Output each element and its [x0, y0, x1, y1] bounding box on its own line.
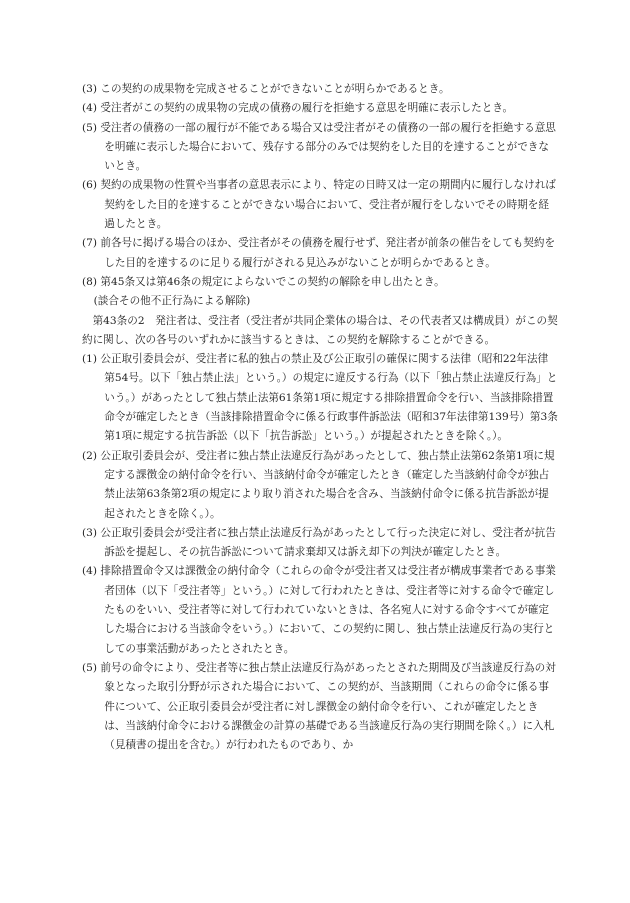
sub-item-4: (4) 排除措置命令又は課徴金の納付命令（これらの命令が受注者又は受注者が構成事業者である事業者団体（以下「受注者等」という。）に対して行われたときは、受注者等に対する命令で確定したものをいい、受注者等に対して行われていないときは、各名宛人に対する命令すべてが確定した場合における当該命令をいう。）において、この契約に関し、独占禁止法違反行為の実行としての事業活動があったとされたとき。 [82, 565, 556, 655]
sub-item-1: (1) 公正取引委員会が、受注者に私的独占の禁止及び公正取引の確保に関する法律（昭和22年法律第54号。以下「独占禁止法」という。）の規定に違反する行為（以下「独占禁止法違反行為」という。）があったとして独占禁止法第61条第1項に規定する排除措置命令を行い、当該排除措置命令が確定したとき（当該排除措置命令に係る行政事件訴訟法（昭和37年法律第139号）第3条第1項に規定する抗告訴訟（以下「抗告訴訟」という。）が提起されたときを除く。）。 [82, 353, 558, 443]
document-page [82, 80, 558, 755]
clause-item-3: (3) この契約の成果物を完成させることができないことが明らかであるとき。 [82, 83, 450, 95]
clause-item-7: (7) 前各号に掲げる場合のほか、受注者がその債務を履行せず、発注者が前条の催告をしても契約をした目的を達するのに足りる履行がされる見込みがないことが明らかであるとき。 [82, 237, 556, 269]
clause-item-5: (5) 受注者の債務の一部の履行が不能である場合又は受注者がその債務の一部の履行を拒絶する意思を明確に表示した場合において、残存する部分のみでは契約をした目的を達することができないとき。 [82, 121, 556, 173]
section-heading: (談合その他不正行為による解除) [93, 295, 251, 308]
clause-item-8: (8) 第45条又は第46条の規定によらないでこの契約の解除を申し出たとき。 [82, 275, 445, 288]
sub-item-2: (2) 公正取引委員会が、受注者に独占禁止法違反行為があったとして、独占禁止法第62条第1項に規定する課徴金の納付命令を行い、当該納付命令が確定したとき（確定した当該納付命令が独占禁止法第63条第2項の規定により取り消された場合を含み、当該納付命令に係る抗告訴訟が提起されたときを除く。）。 [82, 449, 555, 520]
clause-item-4: (4) 受注者がこの契約の成果物の完成の債務の履行を拒絶する意思を明確に表示したとき。 [82, 102, 514, 115]
article-43-2: 第43条の2 発注者は、受注者（受注者が共同企業体の場合は、その代表者又は構成員）がこの契約に関し、次の各号のいずれかに該当するときは、この契約を解除することができる。 [82, 314, 558, 346]
sub-item-3: (3) 公正取引委員会が受注者に独占禁止法違反行為があったとして行った決定に対し、受注者が抗告訴訟を提起し、その抗告訴訟について請求棄却又は訴え却下の判決が確定したとき。 [82, 526, 556, 559]
clause-item-6: (6) 契約の成果物の性質や当事者の意思表示により、特定の日時又は一定の期間内に履行しなければ契約をした目的を達することができない場合において、受注者が履行をしないでその時期を経過したとき。 [82, 179, 556, 231]
sub-item-5: (5) 前号の命令により、受注者等に独占禁止法違反行為があったとされた期間及び当該違反行為の対象となった取引分野が示された場合において、この契約が、当該期間（これらの命令に係る事件について、公正取引委員会が受注者に対し課徴金の納付命令を行い、これが確定したときは、当該納付命令における課徴金の計算の基礎である当該違反行為の実行期間を除く。）に入札（見積書の提出を含む。）が行われたものであり、か [82, 661, 556, 752]
